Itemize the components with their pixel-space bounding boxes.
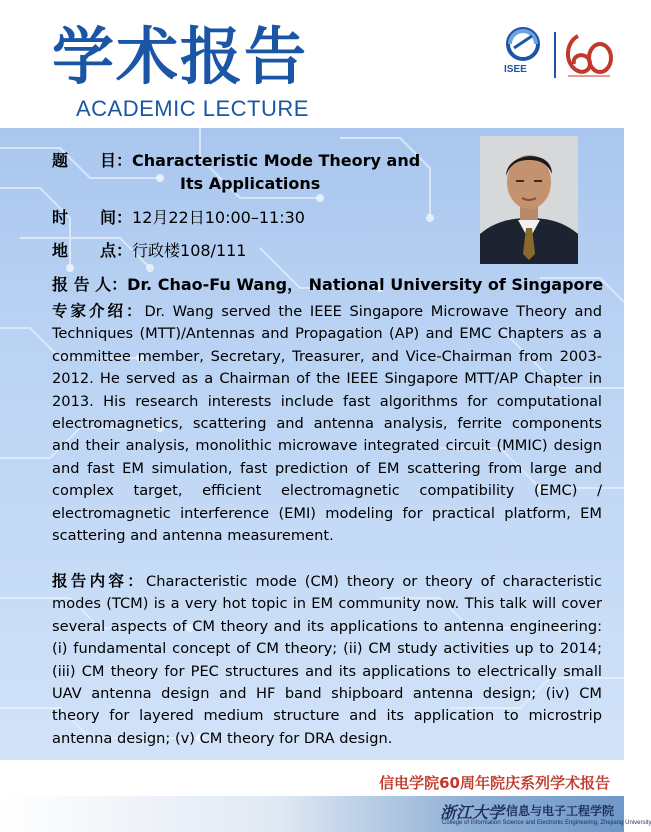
title-chinese: 学术报告: [52, 20, 309, 93]
talk-title-row: [52, 148, 420, 171]
bio-text: Dr. Wang served the IEEE Singapore Microwave Theory and Techniques (MTT)/Antennas and Propagation (AP) and EMC Chapters as a committee member, Secretary, Treasurer, and Vice-Chairman from 2003-2012. He served as a Chairman of the IEEE Singapore MTT/AP Chapter in 2013. His research interests include fast algorithms for computational electromagnetics, scattering and antenna analysis, ferrite components and their analysis, monolithic microwave integrated circuit (MMIC) design and fast EM simulation, fast prediction of EM scattering from large and complex target, efficient electromagnetic compatibility (EMC) / electromagnetic interference (EMI) modeling for practical platform, EM scattering and antenna measurement.: [52, 303, 602, 545]
content-panel: [0, 128, 624, 760]
speaker-bio: [52, 300, 602, 547]
place-value: 行政楼108/111: [132, 241, 247, 260]
isee-logo-icon: [500, 26, 546, 84]
speaker-photo: [480, 136, 578, 264]
time-label: 时 间：: [52, 208, 133, 227]
talk-title-label: 题 目：: [52, 151, 133, 170]
university-name: 浙江大学: [440, 803, 505, 822]
college-name: 信息与电子工程学院: [506, 804, 615, 818]
time-value: 12月22日10:00–11:30: [132, 208, 305, 227]
talk-title-line1: Characteristic Mode Theory and: [132, 151, 421, 170]
talk-title-line2: Its Applications: [180, 174, 321, 193]
isee-logo-text: ISEE: [504, 64, 527, 75]
college-name-english: College of Information Science and Electronic Engineering, Zhejiang University: [442, 820, 651, 826]
anniversary-60-logo-icon: [560, 28, 616, 82]
school-logo: [440, 796, 651, 832]
time-row: [52, 205, 305, 228]
lecture-series-title: 信电学院60周年院庆系列学术报告: [379, 774, 610, 792]
talk-title-row-2: [180, 174, 320, 193]
bio-label: 专家介绍：: [52, 302, 145, 320]
talk-content: [52, 570, 602, 750]
logo-separator: [554, 32, 556, 78]
content-label: 报告内容：: [52, 572, 146, 590]
footer: [0, 760, 651, 832]
speaker-value: Dr. Chao-Fu Wang， National University of Singapore: [127, 275, 604, 294]
header: [0, 0, 624, 128]
title-english: ACADEMIC LECTURE: [76, 96, 309, 121]
place-row: [52, 238, 247, 261]
place-label: 地 点：: [52, 241, 133, 260]
logos: [500, 26, 618, 86]
content-text: Characteristic mode (CM) theory or theory of characteristic modes (TCM) is a very hot topic in EM community now. This talk will cover several aspects of CM theory and its applications to antenna engineering: (i) fundamental concept of CM theory; (ii) CM study activities up to 2014; (iii) CM theory for PEC structures and its applications to electrically small UAV antenna design and HF band shipboard antenna design; (iv) CM theory for layered medium structure and its application to microstrip antenna design; (v) CM theory for DRA design.: [52, 573, 602, 747]
speaker-label: 报 告 人：: [52, 275, 128, 294]
speaker-row: [52, 272, 603, 295]
